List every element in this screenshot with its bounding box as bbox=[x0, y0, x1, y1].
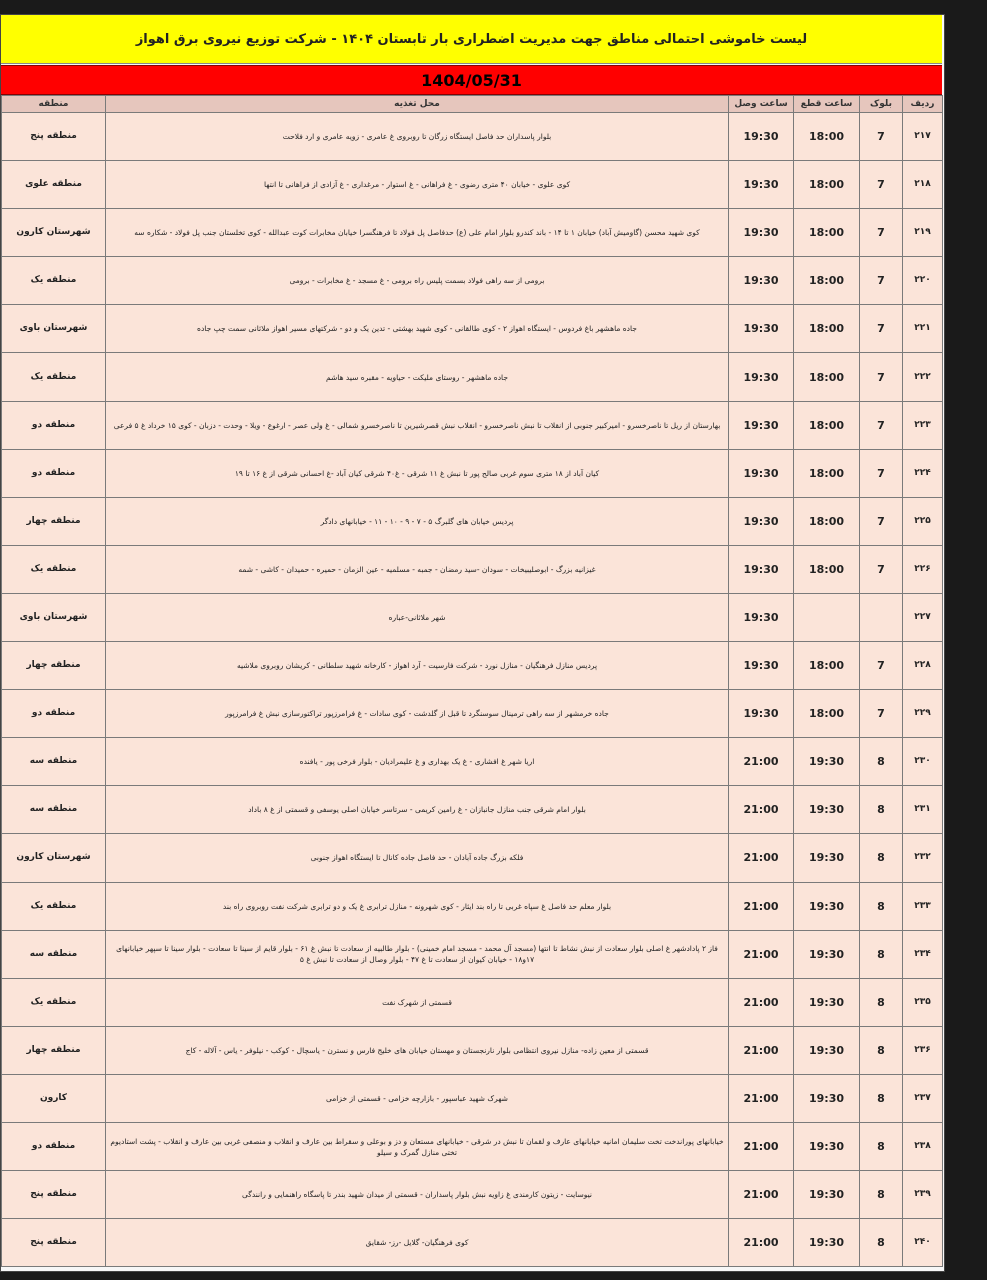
cell-feed: جاده ماهشهر - روستای ملیکت - حیاویه - مقبره سید هاشم bbox=[106, 353, 729, 401]
cell-radif: ۲۲۳ bbox=[903, 401, 943, 449]
cell-block: 7 bbox=[860, 401, 903, 449]
cell-region: منطقه پنج bbox=[2, 1171, 106, 1219]
cell-region: منطقه دو bbox=[2, 690, 106, 738]
cell-region: منطقه علوی bbox=[2, 161, 106, 209]
cell-feed: غیزانیه بزرگ - ابوصلیبیخات - سودان -سید رمضان - جمبه - مسلمیه - عین الزمان - حمیره - حمیدان - کاشی - شمه bbox=[106, 545, 729, 593]
cell-cut: 18:00 bbox=[794, 305, 860, 353]
cell-connect: 21:00 bbox=[729, 882, 794, 930]
cell-feed: قسمتی از شهرک نفت bbox=[106, 978, 729, 1026]
table-row bbox=[2, 834, 943, 882]
cell-cut: 18:00 bbox=[794, 113, 860, 161]
cell-connect: 21:00 bbox=[729, 834, 794, 882]
cell-feed: بهارستان از ریل تا ناصرخسرو - امیرکبیر جنوبی از انقلاب تا نبش ناصرخسرو - انقلاب نبش قصرشیرین تا ناصرخسرو شمالی - غ ولی عصر - ارغوع - ویلا - وحدت - دزبان - کوی ۱۵ خرداد غ ۵ فرعی bbox=[106, 401, 729, 449]
cell-block: 8 bbox=[860, 1074, 903, 1122]
header-connect: ساعت وصل bbox=[729, 96, 794, 113]
table-row bbox=[2, 978, 943, 1026]
document-page bbox=[0, 14, 945, 1272]
table-row bbox=[2, 1122, 943, 1170]
cell-block: 7 bbox=[860, 161, 903, 209]
cell-region: منطقه چهار bbox=[2, 1026, 106, 1074]
cell-region: منطقه سه bbox=[2, 738, 106, 786]
table-row bbox=[2, 1026, 943, 1074]
cell-cut: 19:30 bbox=[794, 834, 860, 882]
header-cut: ساعت قطع bbox=[794, 96, 860, 113]
cell-connect: 21:00 bbox=[729, 978, 794, 1026]
header-radif: ردیف bbox=[903, 96, 943, 113]
header-region: منطقه bbox=[2, 96, 106, 113]
cell-region: منطقه یک bbox=[2, 353, 106, 401]
cell-block: 8 bbox=[860, 1171, 903, 1219]
cell-region: منطقه دو bbox=[2, 401, 106, 449]
cell-cut: 19:30 bbox=[794, 1171, 860, 1219]
cell-cut: 18:00 bbox=[794, 642, 860, 690]
cell-block: 8 bbox=[860, 1026, 903, 1074]
cell-feed: فاز ۲ پادادشهر غ اصلی بلوار سعادت از نبش نشاط تا انتها (مسجد آل محمد - مسجد امام خمینی) - بلوار طالبیه از سعادت تا نبش غ ۶۱ - بلوار قایم از سینا تا سعادت - بلوار سینا تا سپهر خیابانهای ۱۷و۱۸ - خیابان کیوان از سعادت تا غ ۴۷ - بلوار وصال از سعادت تا نبش غ ۵ bbox=[106, 930, 729, 978]
cell-feed: کوی فرهنگیان- گلایل -رز- شقایق bbox=[106, 1219, 729, 1267]
cell-connect: 19:30 bbox=[729, 545, 794, 593]
cell-block: 8 bbox=[860, 978, 903, 1026]
cell-cut: 19:30 bbox=[794, 978, 860, 1026]
cell-radif: ۲۲۰ bbox=[903, 257, 943, 305]
cell-region: منطقه یک bbox=[2, 545, 106, 593]
cell-feed: کیان آباد از ۱۸ متری سوم غربی صالح پور تا نبش غ ۱۱ شرقی - غ۴۰ شرقی کیان آباد -غ احسانی شرقی از غ ۱۶ تا ۱۹ bbox=[106, 449, 729, 497]
cell-radif: ۲۴۰ bbox=[903, 1219, 943, 1267]
table-row bbox=[2, 353, 943, 401]
cell-radif: ۲۲۴ bbox=[903, 449, 943, 497]
cell-cut: 18:00 bbox=[794, 353, 860, 401]
cell-region: شهرستان کارون bbox=[2, 209, 106, 257]
cell-feed: شهرک شهید عباسپور - بازارچه خزامی - قسمتی از خزامی bbox=[106, 1074, 729, 1122]
cell-block: 7 bbox=[860, 209, 903, 257]
cell-radif: ۲۳۲ bbox=[903, 834, 943, 882]
cell-cut: 18:00 bbox=[794, 497, 860, 545]
table-row bbox=[2, 882, 943, 930]
cell-cut: 18:00 bbox=[794, 690, 860, 738]
screen-edge bbox=[943, 0, 987, 1280]
cell-radif: ۲۳۶ bbox=[903, 1026, 943, 1074]
cell-connect: 19:30 bbox=[729, 690, 794, 738]
cell-cut: 18:00 bbox=[794, 545, 860, 593]
cell-block: 8 bbox=[860, 738, 903, 786]
cell-connect: 19:30 bbox=[729, 497, 794, 545]
table-row bbox=[2, 1171, 943, 1219]
cell-feed: پردیس خیابان های گلبرگ ۵ - ۷ - ۹ - ۱۰ - ۱۱ - خیابانهای دادگر bbox=[106, 497, 729, 545]
cell-connect: 21:00 bbox=[729, 1026, 794, 1074]
cell-connect: 19:30 bbox=[729, 593, 794, 641]
cell-cut: 19:30 bbox=[794, 1026, 860, 1074]
table-header-row bbox=[2, 96, 943, 113]
cell-cut: 18:00 bbox=[794, 209, 860, 257]
cell-cut bbox=[794, 593, 860, 641]
table-row bbox=[2, 209, 943, 257]
cell-feed: برومی از سه راهی فولاد بسمت پلیس راه برومی - غ مسجد - غ مخابرات - برومی bbox=[106, 257, 729, 305]
cell-feed: کوی شهید محسن (گاومیش آباد) خیابان ۱ تا ۱۴ - باند کندرو بلوار امام علی (ع) حدفاصل پل فولاد تا فرهنگسرا خیابان مخابرات کوت عبدالله - کوی تخلستان جنب پل فولاد - شکاره سه bbox=[106, 209, 729, 257]
cell-radif: ۲۳۴ bbox=[903, 930, 943, 978]
cell-region: منطقه پنج bbox=[2, 1219, 106, 1267]
cell-connect: 19:30 bbox=[729, 353, 794, 401]
cell-block: 8 bbox=[860, 786, 903, 834]
cell-connect: 19:30 bbox=[729, 113, 794, 161]
date-banner: 1404/05/31 bbox=[1, 65, 942, 95]
cell-connect: 19:30 bbox=[729, 161, 794, 209]
table-row bbox=[2, 545, 943, 593]
cell-radif: ۲۳۹ bbox=[903, 1171, 943, 1219]
cell-block: 8 bbox=[860, 1219, 903, 1267]
header-block: بلوک bbox=[860, 96, 903, 113]
table-row bbox=[2, 930, 943, 978]
cell-feed: شهر ملاثانی-عباره bbox=[106, 593, 729, 641]
cell-feed: بلوار معلم حد فاصل غ سپاه غربی تا راه بند ایثار - کوی شهرونه - منازل ترابری غ یک و دو ترابری شرکت نفت روبروی راه بند bbox=[106, 882, 729, 930]
cell-connect: 21:00 bbox=[729, 1122, 794, 1170]
cell-connect: 21:00 bbox=[729, 1219, 794, 1267]
cell-region: منطقه یک bbox=[2, 257, 106, 305]
cell-connect: 21:00 bbox=[729, 1074, 794, 1122]
cell-region: منطقه یک bbox=[2, 882, 106, 930]
cell-region: شهرستان باوی bbox=[2, 593, 106, 641]
cell-block: 7 bbox=[860, 642, 903, 690]
cell-connect: 19:30 bbox=[729, 642, 794, 690]
table-row bbox=[2, 786, 943, 834]
cell-radif: ۲۱۹ bbox=[903, 209, 943, 257]
cell-region: منطقه پنج bbox=[2, 113, 106, 161]
cell-cut: 18:00 bbox=[794, 401, 860, 449]
cell-connect: 19:30 bbox=[729, 449, 794, 497]
table-row bbox=[2, 305, 943, 353]
cell-block: 7 bbox=[860, 690, 903, 738]
outage-table bbox=[1, 95, 943, 1267]
cell-cut: 19:30 bbox=[794, 1074, 860, 1122]
cell-connect: 19:30 bbox=[729, 257, 794, 305]
cell-block: 8 bbox=[860, 882, 903, 930]
cell-region: منطقه چهار bbox=[2, 642, 106, 690]
cell-cut: 19:30 bbox=[794, 786, 860, 834]
cell-region: منطقه یک bbox=[2, 978, 106, 1026]
cell-cut: 19:30 bbox=[794, 1122, 860, 1170]
cell-radif: ۲۳۳ bbox=[903, 882, 943, 930]
cell-region: منطقه سه bbox=[2, 786, 106, 834]
cell-feed: فلکه بزرگ جاده آبادان - حد فاصل جاده کانال تا ایستگاه اهواز جنوبی bbox=[106, 834, 729, 882]
cell-region: کارون bbox=[2, 1074, 106, 1122]
cell-block bbox=[860, 593, 903, 641]
cell-cut: 18:00 bbox=[794, 161, 860, 209]
cell-cut: 19:30 bbox=[794, 738, 860, 786]
table-row bbox=[2, 690, 943, 738]
cell-radif: ۲۲۶ bbox=[903, 545, 943, 593]
table-row bbox=[2, 257, 943, 305]
cell-feed: قسمتی از معین زاده- منازل نیروی انتظامی بلوار نارنجستان و مهستان خیابان های خلیج فارس و نسترن - یاسچال - کوکب - نیلوفر - یاس - آلاله - کاج bbox=[106, 1026, 729, 1074]
cell-cut: 19:30 bbox=[794, 882, 860, 930]
cell-region: منطقه چهار bbox=[2, 497, 106, 545]
cell-feed: جاده ماهشهر باغ فردوس - ایستگاه اهواز ۲ - کوی طالقانی - کوی شهید بهشتی - تدین یک و دو - شرکتهای مسیر اهواز ملاثانی سمت چپ جاده bbox=[106, 305, 729, 353]
table-row bbox=[2, 449, 943, 497]
cell-radif: ۲۳۵ bbox=[903, 978, 943, 1026]
table-body bbox=[2, 113, 943, 1267]
cell-feed: نیوسایت - زیتون کارمندی غ زاویه نبش بلوار پاسداران - قسمتی از میدان شهید بندر تا پاسگاه راهنمایی و رانندگی bbox=[106, 1171, 729, 1219]
cell-radif: ۲۳۸ bbox=[903, 1122, 943, 1170]
cell-cut: 19:30 bbox=[794, 1219, 860, 1267]
cell-radif: ۲۲۱ bbox=[903, 305, 943, 353]
cell-feed: خیابانهای پوراندخت تخت سلیمان امانیه خیابانهای عارف و لقمان تا نبش در شرقی - خیابانهای مستعان و دز و بوعلی و سقراط بین عارف و انقلاب و منصفی غربی بین عارف و انقلاب - پشت استادیوم تختی منازل گمرک و سیلو bbox=[106, 1122, 729, 1170]
cell-region: منطقه دو bbox=[2, 449, 106, 497]
cell-connect: 19:30 bbox=[729, 209, 794, 257]
table-row bbox=[2, 1219, 943, 1267]
cell-connect: 19:30 bbox=[729, 305, 794, 353]
cell-connect: 19:30 bbox=[729, 401, 794, 449]
cell-block: 7 bbox=[860, 305, 903, 353]
cell-block: 8 bbox=[860, 930, 903, 978]
cell-radif: ۲۳۱ bbox=[903, 786, 943, 834]
cell-feed: اریا شهر غ افشاری - غ یک بهداری و غ علیمرادیان - بلوار فرخی پور - یافنده bbox=[106, 738, 729, 786]
cell-radif: ۲۱۸ bbox=[903, 161, 943, 209]
cell-radif: ۲۲۵ bbox=[903, 497, 943, 545]
cell-radif: ۲۲۷ bbox=[903, 593, 943, 641]
cell-block: 7 bbox=[860, 545, 903, 593]
cell-block: 7 bbox=[860, 257, 903, 305]
table-row bbox=[2, 497, 943, 545]
table-row bbox=[2, 401, 943, 449]
cell-cut: 18:00 bbox=[794, 257, 860, 305]
cell-radif: ۲۲۲ bbox=[903, 353, 943, 401]
cell-feed: بلوار پاسداران حد فاصل ایستگاه زرگان تا روبروی غ عامری - زویه عامری و ارد فلاحت bbox=[106, 113, 729, 161]
cell-feed: پردیس منازل فرهنگیان - منازل نورد - شرکت فارسیت - آرد اهواز - کارخانه شهید سلطانی - کریشان روبروی ملاشیه bbox=[106, 642, 729, 690]
header-feed: محل تغذیه bbox=[106, 96, 729, 113]
cell-radif: ۲۲۹ bbox=[903, 690, 943, 738]
cell-block: 7 bbox=[860, 353, 903, 401]
cell-feed: کوی علوی - خیابان ۴۰ متری رضوی - غ فراهانی - غ استوار - مرغداری - غ آزادی از فراهانی تا انتها bbox=[106, 161, 729, 209]
table-row bbox=[2, 1074, 943, 1122]
cell-radif: ۲۳۷ bbox=[903, 1074, 943, 1122]
cell-radif: ۲۲۸ bbox=[903, 642, 943, 690]
cell-radif: ۲۳۰ bbox=[903, 738, 943, 786]
cell-block: 8 bbox=[860, 834, 903, 882]
document-title: لیست خاموشی احتمالی مناطق جهت مدیریت اضطراری بار تابستان ۱۴۰۴ - شرکت توزیع نیروی برق اهواز bbox=[1, 15, 942, 64]
cell-radif: ۲۱۷ bbox=[903, 113, 943, 161]
cell-connect: 21:00 bbox=[729, 1171, 794, 1219]
cell-block: 7 bbox=[860, 449, 903, 497]
cell-connect: 21:00 bbox=[729, 930, 794, 978]
cell-block: 7 bbox=[860, 497, 903, 545]
table-row bbox=[2, 738, 943, 786]
cell-block: 7 bbox=[860, 113, 903, 161]
cell-cut: 19:30 bbox=[794, 930, 860, 978]
table-row bbox=[2, 593, 943, 641]
cell-cut: 18:00 bbox=[794, 449, 860, 497]
cell-block: 8 bbox=[860, 1122, 903, 1170]
cell-region: شهرستان کارون bbox=[2, 834, 106, 882]
cell-connect: 21:00 bbox=[729, 738, 794, 786]
cell-region: شهرستان باوی bbox=[2, 305, 106, 353]
cell-feed: جاده خرمشهر از سه راهی ترمینال سوسنگرد تا قبل از گلدشت - کوی سادات - غ فرامرزپور تراکتورسازی نبش غ فرامرزپور bbox=[106, 690, 729, 738]
table-row bbox=[2, 161, 943, 209]
table-row bbox=[2, 113, 943, 161]
cell-connect: 21:00 bbox=[729, 786, 794, 834]
table-row bbox=[2, 642, 943, 690]
cell-feed: بلوار امام شرقی جنب منازل جانبازان - غ رامین کریمی - سرتاسر خیابان اصلی یوسفی و قسمتی از غ ۸ باداد bbox=[106, 786, 729, 834]
cell-region: منطقه سه bbox=[2, 930, 106, 978]
cell-region: منطقه دو bbox=[2, 1122, 106, 1170]
